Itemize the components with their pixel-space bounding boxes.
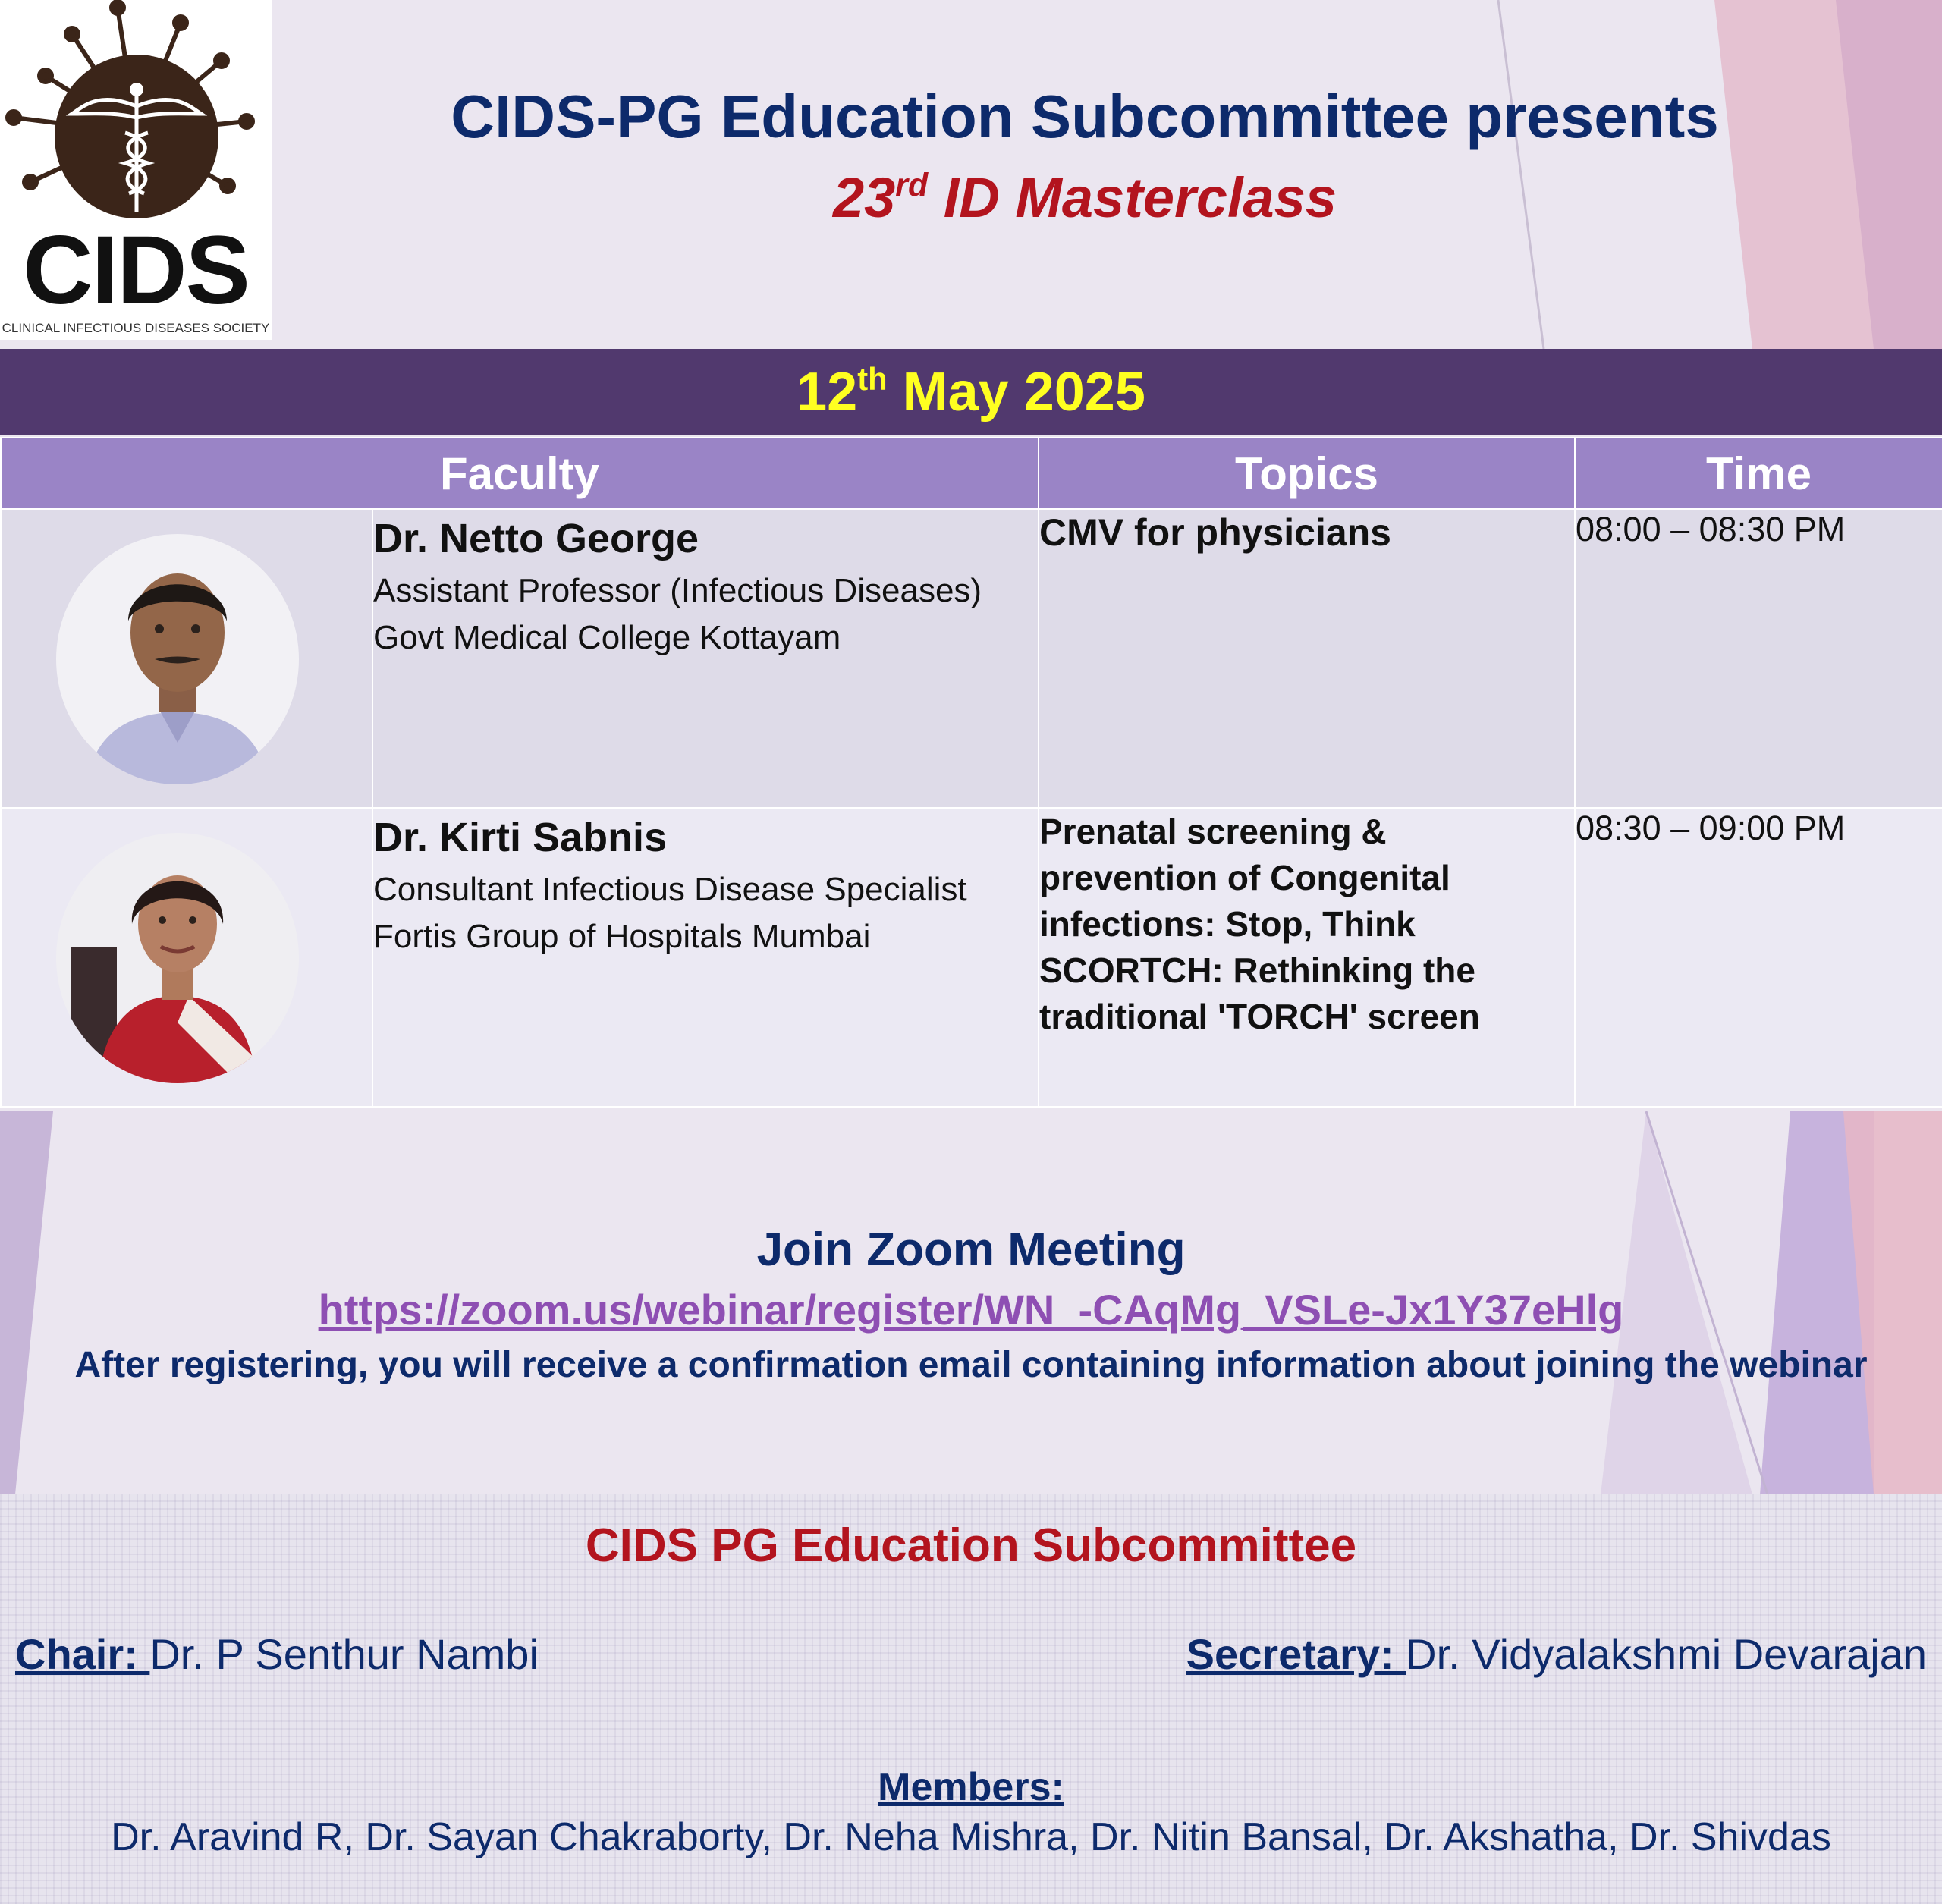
svg-text:CIDS: CIDS bbox=[23, 216, 249, 325]
members-label: Members: bbox=[878, 1765, 1064, 1809]
person-photo-icon bbox=[56, 534, 299, 784]
time-cell: 08:00 – 08:30 PM bbox=[1575, 509, 1942, 808]
header-faculty: Faculty bbox=[1, 438, 1039, 509]
date-rest: May 2025 bbox=[887, 362, 1145, 423]
faculty-designation: Assistant Professor (Infectious Diseases) bbox=[373, 572, 982, 609]
registration-note: After registering, you will receive a confirmation email containing information about joining the webinar bbox=[74, 1345, 1868, 1385]
table-row bbox=[1, 808, 1942, 1107]
header-time: Time bbox=[1575, 438, 1942, 509]
subtitle-number: 23 bbox=[832, 166, 896, 229]
chair-label: Chair: bbox=[15, 1630, 150, 1678]
page-subtitle bbox=[288, 165, 1881, 230]
faculty-photo bbox=[56, 833, 299, 1083]
photo-cell bbox=[1, 509, 372, 808]
members-list: Dr. Aravind R, Dr. Sayan Chakraborty, Dr. Neha Mishra, Dr. Nitin Bansal, Dr. Akshatha, Dr. Shivdas bbox=[111, 1815, 1831, 1859]
secretary-name: Dr. Vidyalakshmi Devarajan bbox=[1406, 1630, 1927, 1678]
table-row bbox=[1, 509, 1942, 808]
committee-title: CIDS PG Education Subcommittee bbox=[585, 1519, 1357, 1572]
faculty-details bbox=[372, 509, 1039, 808]
secretary-line bbox=[1186, 1629, 1927, 1679]
faculty-designation: Consultant Infectious Disease Specialist bbox=[373, 871, 967, 908]
schedule-table bbox=[0, 437, 1942, 1108]
chair-line bbox=[15, 1629, 539, 1679]
subtitle-text: ID Masterclass bbox=[928, 166, 1337, 229]
faculty-name: Dr. Netto George bbox=[373, 516, 699, 561]
zoom-heading: Join Zoom Meeting bbox=[756, 1224, 1186, 1276]
subtitle-ordinal: rd bbox=[895, 167, 929, 204]
faculty-photo bbox=[56, 534, 299, 784]
virus-caduceus-icon bbox=[0, 0, 272, 340]
zoom-link[interactable]: https://zoom.us/webinar/register/WN_-CAqMg_VSLe-Jx1Y37eHlg bbox=[318, 1286, 1624, 1334]
faculty-name: Dr. Kirti Sabnis bbox=[373, 815, 668, 860]
person-photo-icon bbox=[56, 833, 299, 1083]
secretary-label: Secretary: bbox=[1186, 1630, 1406, 1678]
faculty-details bbox=[372, 808, 1039, 1107]
chair-name: Dr. P Senthur Nambi bbox=[149, 1630, 539, 1678]
faculty-institution: Fortis Group of Hospitals Mumbai bbox=[373, 918, 871, 955]
photo-cell bbox=[1, 808, 372, 1107]
svg-text:CLINICAL INFECTIOUS DISEASES S: CLINICAL INFECTIOUS DISEASES SOCIETY bbox=[2, 321, 270, 335]
date-ordinal: th bbox=[857, 360, 888, 397]
faculty-institution: Govt Medical College Kottayam bbox=[373, 619, 841, 656]
time-cell: 08:30 – 09:00 PM bbox=[1575, 808, 1942, 1107]
topic-cell: Prenatal screening & prevention of Congenital infections: Stop, Think SCORTCH: Rethinking the traditional 'TORCH' screen bbox=[1039, 808, 1575, 1107]
date-day: 12 bbox=[797, 362, 858, 423]
topic-cell: CMV for physicians bbox=[1039, 509, 1575, 808]
cids-logo bbox=[0, 0, 272, 340]
header-topics: Topics bbox=[1039, 438, 1575, 509]
table-header-row bbox=[1, 438, 1942, 509]
page-title: CIDS-PG Education Subcommittee presents bbox=[451, 83, 1719, 150]
date-banner bbox=[0, 349, 1942, 435]
